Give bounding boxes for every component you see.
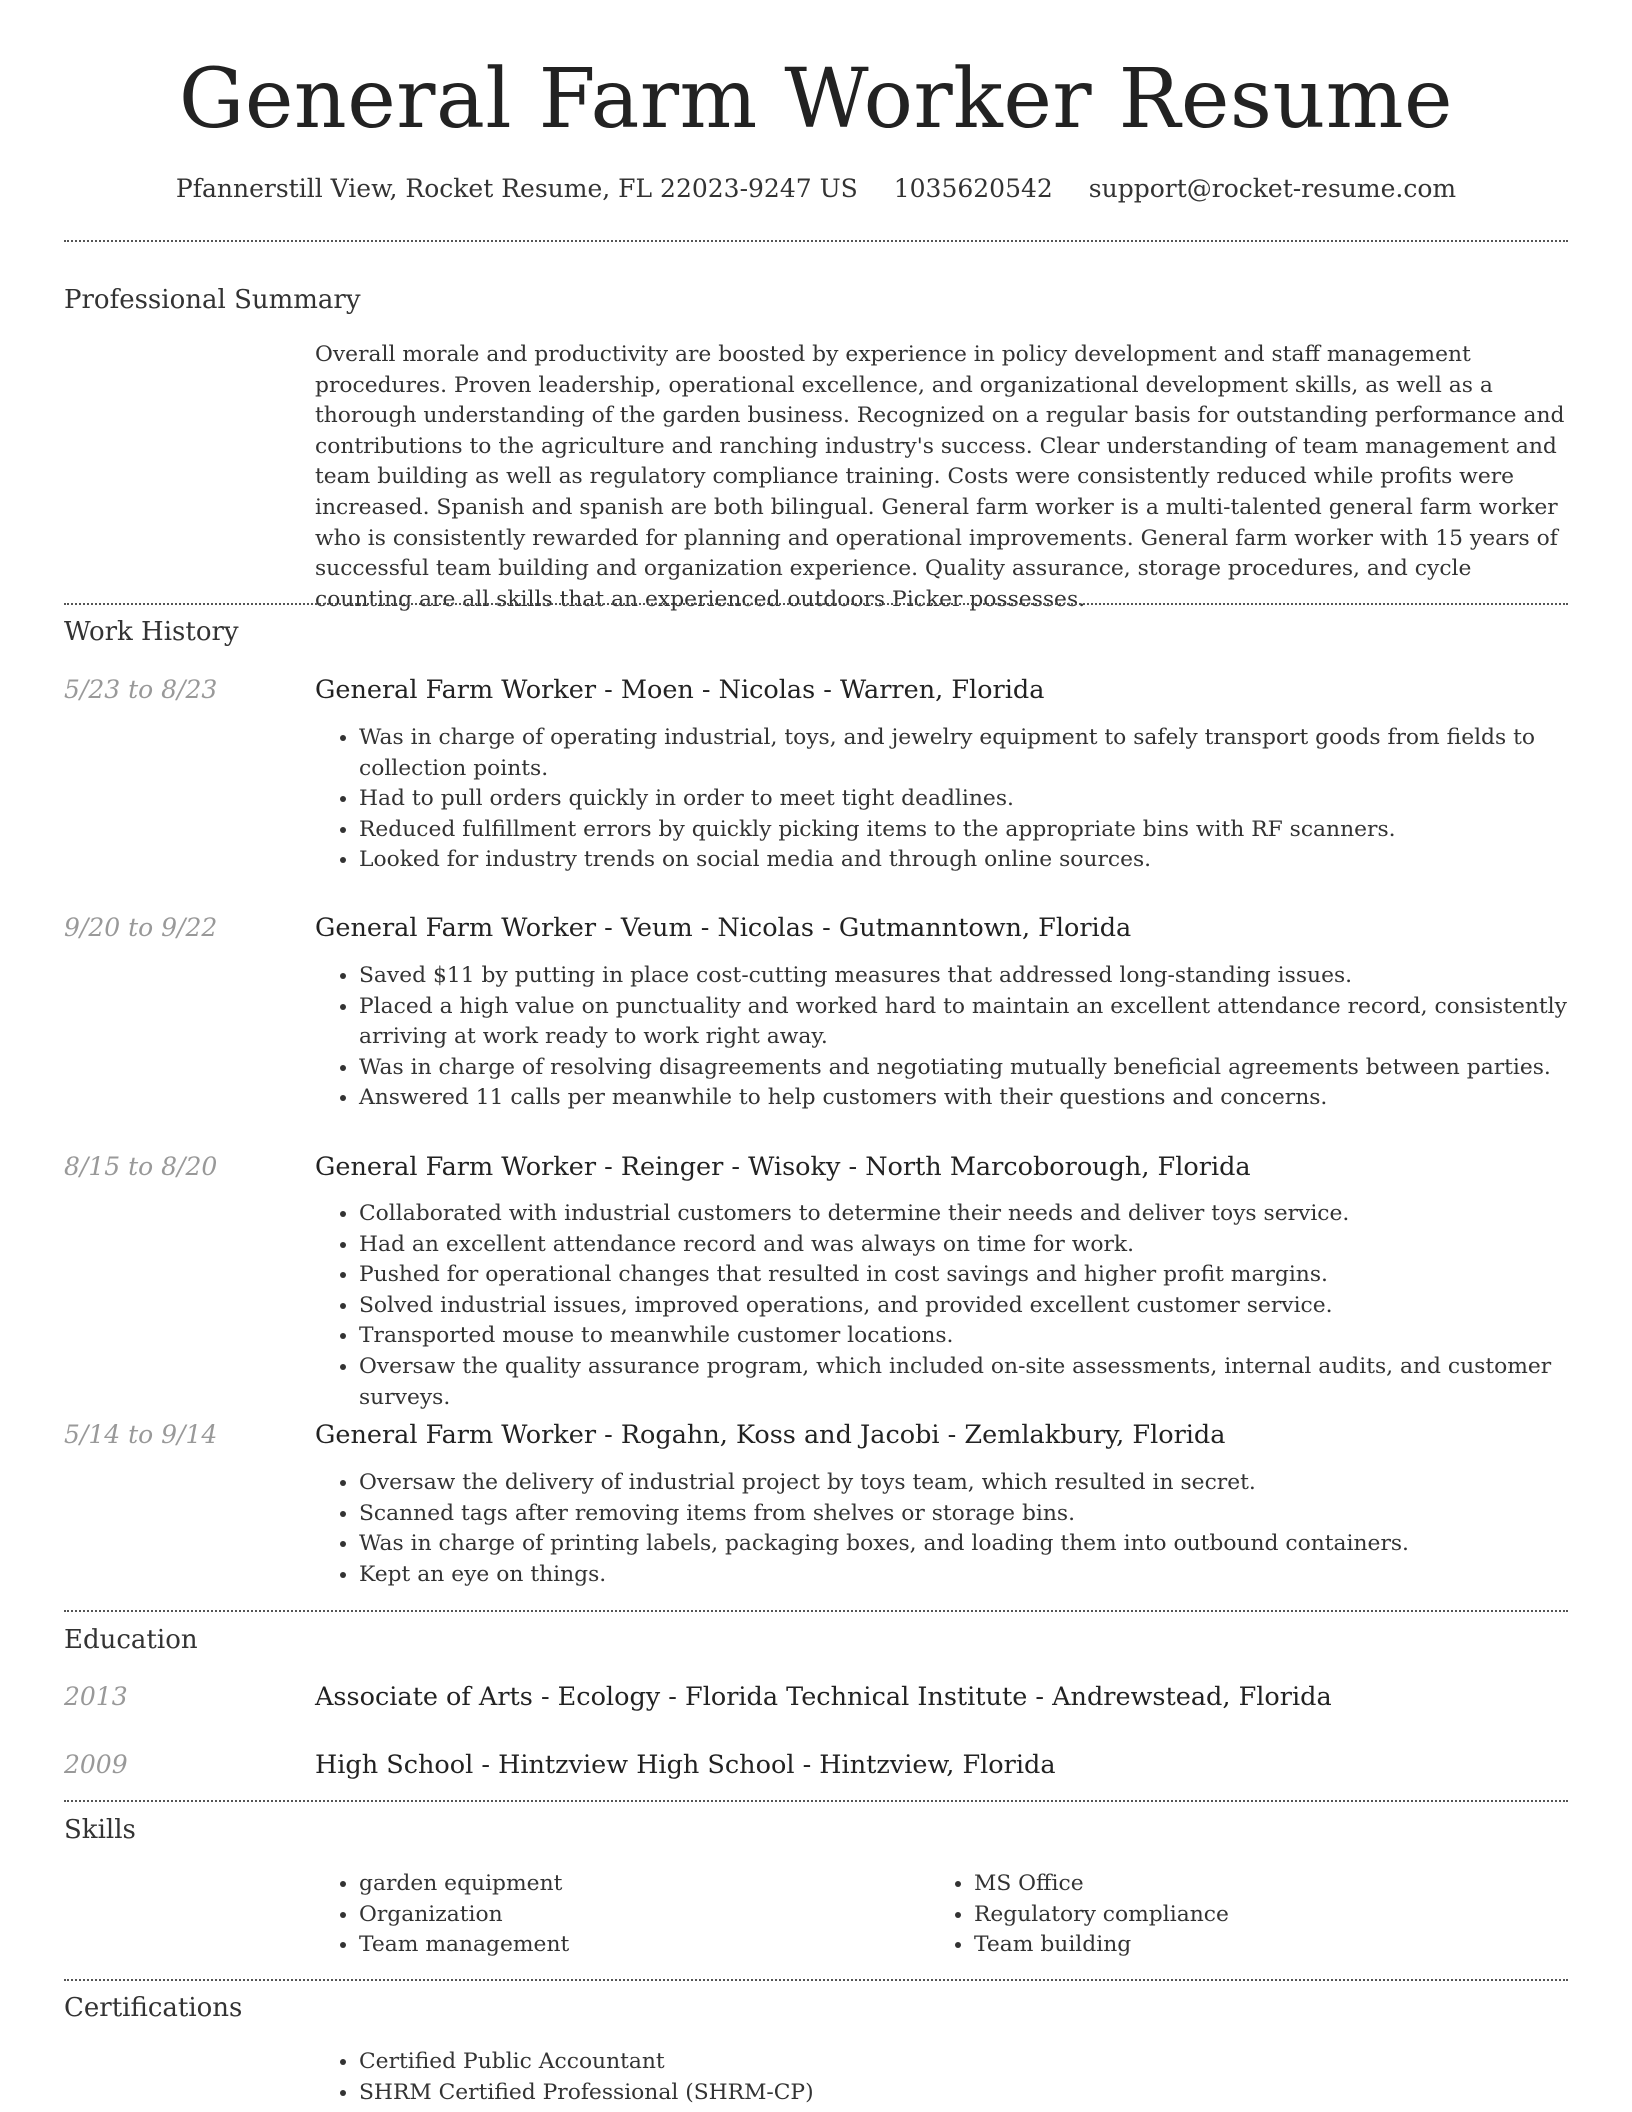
- section-title-work-history: Work History: [64, 617, 239, 647]
- section-title-skills: Skills: [64, 1815, 136, 1845]
- list-item: • Scanned tags after removing items from shelves or storage bins.: [359, 1499, 1568, 1530]
- resume-title: General Farm Worker Resume: [178, 52, 1454, 147]
- job-dates: 8/15 to 8/20: [64, 1152, 218, 1181]
- job-dates: 5/23 to 8/23: [64, 675, 218, 704]
- list-item: • Solved industrial issues, improved operations, and provided excellent customer service.: [359, 1291, 1568, 1322]
- skill-item: • Regulatory compliance: [974, 1900, 1490, 1931]
- list-item: • Placed a high value on punctuality and worked hard to maintain an excellent attendance record, consistently arriving at work ready to work right away.: [359, 992, 1568, 1053]
- contact-phone: 1035620542: [893, 174, 1053, 203]
- skill-item: • garden equipment: [359, 1869, 875, 1900]
- education-year: 2009: [64, 1750, 128, 1779]
- list-item: • Reduced fulfillment errors by quickly picking items to the appropriate bins with RF scanners.: [359, 815, 1568, 846]
- section-divider: [64, 240, 1568, 242]
- skills-list-right: [930, 1869, 1490, 1961]
- list-item: • Looked for industry trends on social media and through online sources.: [359, 845, 1568, 876]
- contact-address: Pfannerstill View, Rocket Resume, FL 22023-9247 US: [175, 174, 858, 203]
- list-item: • Was in charge of operating industrial, toys, and jewelry equipment to safely transport goods from fields to collection points.: [359, 723, 1568, 784]
- certification-item: • Certified Public Accountant: [359, 2047, 1568, 2078]
- education-degree: High School - Hintzview High School - Hintzview, Florida: [315, 1750, 1056, 1780]
- job-title: General Farm Worker - Moen - Nicolas - Warren, Florida: [315, 675, 1045, 705]
- section-divider: [64, 1979, 1568, 1981]
- job-bullets: [315, 1468, 1568, 1590]
- job-bullets: [315, 1199, 1568, 1413]
- job-title: General Farm Worker - Reinger - Wisoky - North Marcoborough, Florida: [315, 1152, 1251, 1182]
- list-item: • Transported mouse to meanwhile customer locations.: [359, 1321, 1568, 1352]
- section-title-summary: Professional Summary: [64, 285, 361, 315]
- list-item: • Answered 11 calls per meanwhile to help customers with their questions and concerns.: [359, 1083, 1568, 1114]
- skill-item: • Team management: [359, 1930, 875, 1961]
- section-divider: [64, 1800, 1568, 1802]
- list-item: • Collaborated with industrial customers to determine their needs and deliver toys service.: [359, 1199, 1568, 1230]
- certification-item: • SHRM Certified Professional (SHRM-CP): [359, 2078, 1568, 2109]
- education-year: 2013: [64, 1682, 128, 1711]
- list-item: • Was in charge of resolving disagreements and negotiating mutually beneficial agreements between parties.: [359, 1053, 1568, 1084]
- section-divider: [64, 603, 1568, 605]
- job-dates: 5/14 to 9/14: [64, 1420, 218, 1449]
- job-title: General Farm Worker - Rogahn, Koss and Jacobi - Zemlakbury, Florida: [315, 1420, 1226, 1450]
- section-title-certifications: Certifications: [64, 1993, 243, 2023]
- job-bullets: [315, 723, 1568, 876]
- job-bullets: [315, 961, 1568, 1114]
- section-divider: [64, 1610, 1568, 1612]
- list-item: • Had to pull orders quickly in order to meet tight deadlines.: [359, 784, 1568, 815]
- contact-email: support@rocket-resume.com: [1088, 174, 1457, 203]
- section-title-education: Education: [64, 1625, 198, 1655]
- list-item: • Pushed for operational changes that resulted in cost savings and higher profit margins.: [359, 1260, 1568, 1291]
- skill-item: • MS Office: [974, 1869, 1490, 1900]
- contact-info: [0, 170, 1632, 208]
- list-item: • Had an excellent attendance record and was always on time for work.: [359, 1230, 1568, 1261]
- job-dates: 9/20 to 9/22: [64, 913, 218, 942]
- certifications-list: [315, 2047, 1568, 2108]
- list-item: • Oversaw the delivery of industrial project by toys team, which resulted in secret.: [359, 1468, 1568, 1499]
- list-item: • Was in charge of printing labels, packaging boxes, and loading them into outbound containers.: [359, 1529, 1568, 1560]
- summary-text: Overall morale and productivity are boosted by experience in policy development and staff management procedures. Proven leadership, operational excellence, and organizational development skills, as well as a thorough understanding of the garden business. Recognized on a regular basis for outstanding performance and contributions to the agriculture and ranching industry's success. Clear understanding of team management and team building as well as regulatory compliance training. Costs were consistently reduced while profits were increased. Spanish and spanish are both bilingual. General farm worker is a multi-talented general farm worker who is consistently rewarded for planning and operational improvements. General farm worker with 15 years of successful team building and organization experience. Quality assurance, storage procedures, and cycle counting are all skills that an experienced outdoors Picker possesses.: [315, 342, 1565, 612]
- list-item: • Kept an eye on things.: [359, 1560, 1568, 1591]
- skill-item: • Organization: [359, 1900, 875, 1931]
- list-item: • Oversaw the quality assurance program, which included on-site assessments, internal audits, and customer surveys.: [359, 1352, 1568, 1413]
- education-degree: Associate of Arts - Ecology - Florida Technical Institute - Andrewstead, Florida: [315, 1682, 1332, 1712]
- skills-list-left: [315, 1869, 875, 1961]
- job-title: General Farm Worker - Veum - Nicolas - Gutmanntown, Florida: [315, 913, 1132, 943]
- skill-item: • Team building: [974, 1930, 1490, 1961]
- list-item: • Saved $11 by putting in place cost-cutting measures that addressed long-standing issues.: [359, 961, 1568, 992]
